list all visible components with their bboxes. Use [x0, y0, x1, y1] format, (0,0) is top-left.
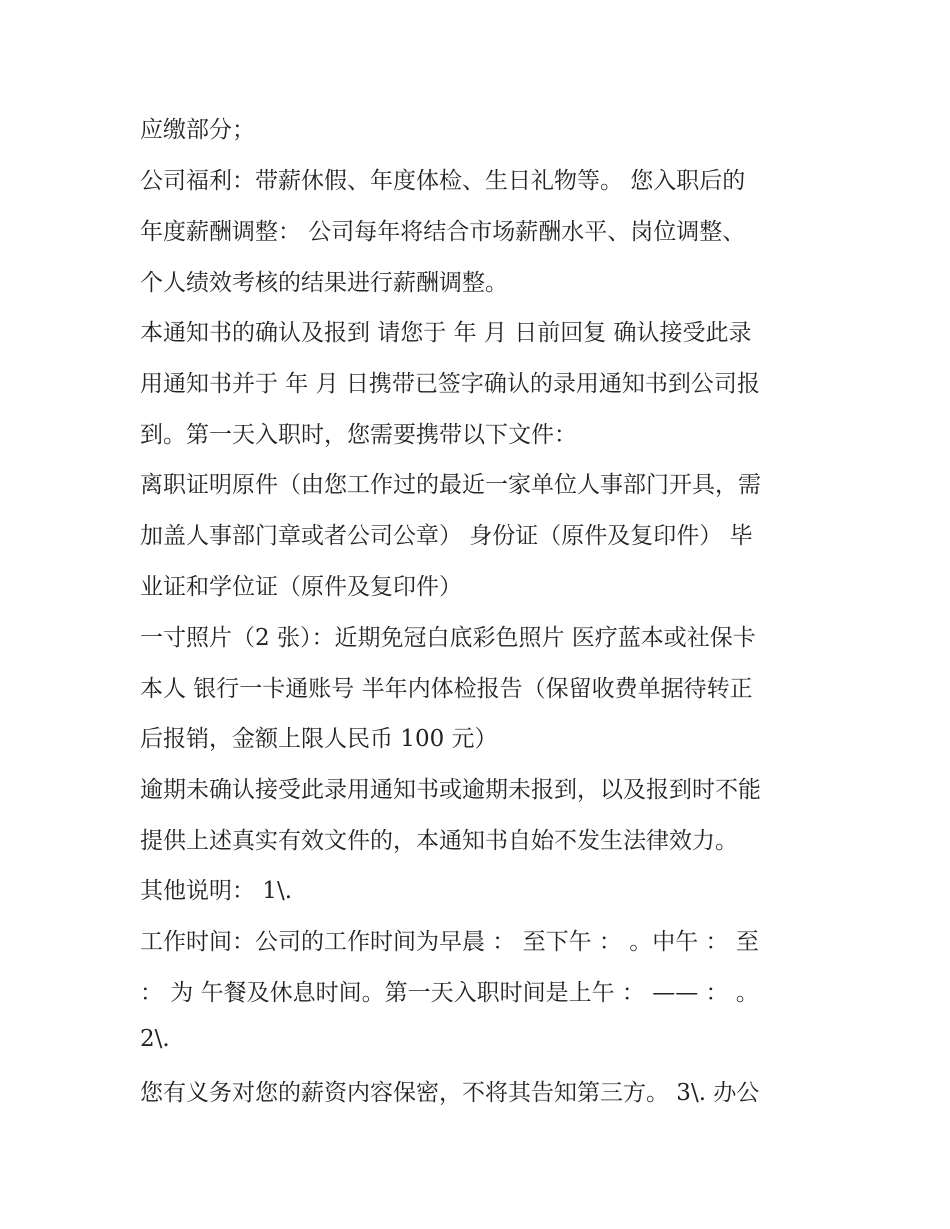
text-line: 后报销，金额上限人民币 100 元）	[140, 726, 498, 752]
text-line: 用通知书并于 年 月 日携带已签字确认的录用通知书到公司报	[140, 371, 760, 397]
text-line: 年度薪酬调整： 公司每年将结合市场薪酬水平、岗位调整、	[140, 219, 746, 245]
text-line: 离职证明原件（由您工作过的最近一家单位人事部门开具，需	[140, 472, 761, 498]
text-line: 您有义务对您的薪资内容保密，不将其告知第三方。 3\. 办公	[140, 1080, 760, 1106]
text-line: 提供上述真实有效文件的，本通知书自始不发生法律效力。	[140, 828, 738, 854]
text-line: 业证和学位证（原件及复印件）	[140, 574, 462, 600]
text-line: 应缴部分；	[140, 117, 255, 143]
text-line: ： 为 午餐及休息时间。第一天入职时间是上午 ： —— ： 。	[140, 980, 759, 1006]
text-line: 加盖人事部门章或者公司公章） 身份证（原件及复印件） 毕	[140, 523, 753, 549]
text-line: 公司福利：带薪休假、年度体检、生日礼物等。 您入职后的	[140, 168, 746, 194]
text-line: 工作时间：公司的工作时间为早晨 ： 至下午 ： 。中午 ： 至	[140, 929, 759, 955]
text-line: 到。第一天入职时，您需要携带以下文件：	[140, 422, 577, 448]
text-line: 本通知书的确认及报到 请您于 年 月 日前回复 确认接受此录	[140, 320, 752, 346]
text-line: 本人 银行一卡通账号 半年内体检报告（保留收费单据待转正	[140, 676, 753, 702]
text-line: 个人绩效考核的结果进行薪酬调整。	[140, 270, 508, 296]
text-line: 其他说明： 1\.	[140, 878, 293, 904]
text-line: 一寸照片（2 张）：近期免冠白底彩色照片 医疗蓝本或社保卡	[140, 625, 756, 651]
text-line: 2\.	[140, 1026, 170, 1052]
text-line: 逾期未确认接受此录用通知书或逾期未报到，以及报到时不能	[140, 777, 761, 803]
